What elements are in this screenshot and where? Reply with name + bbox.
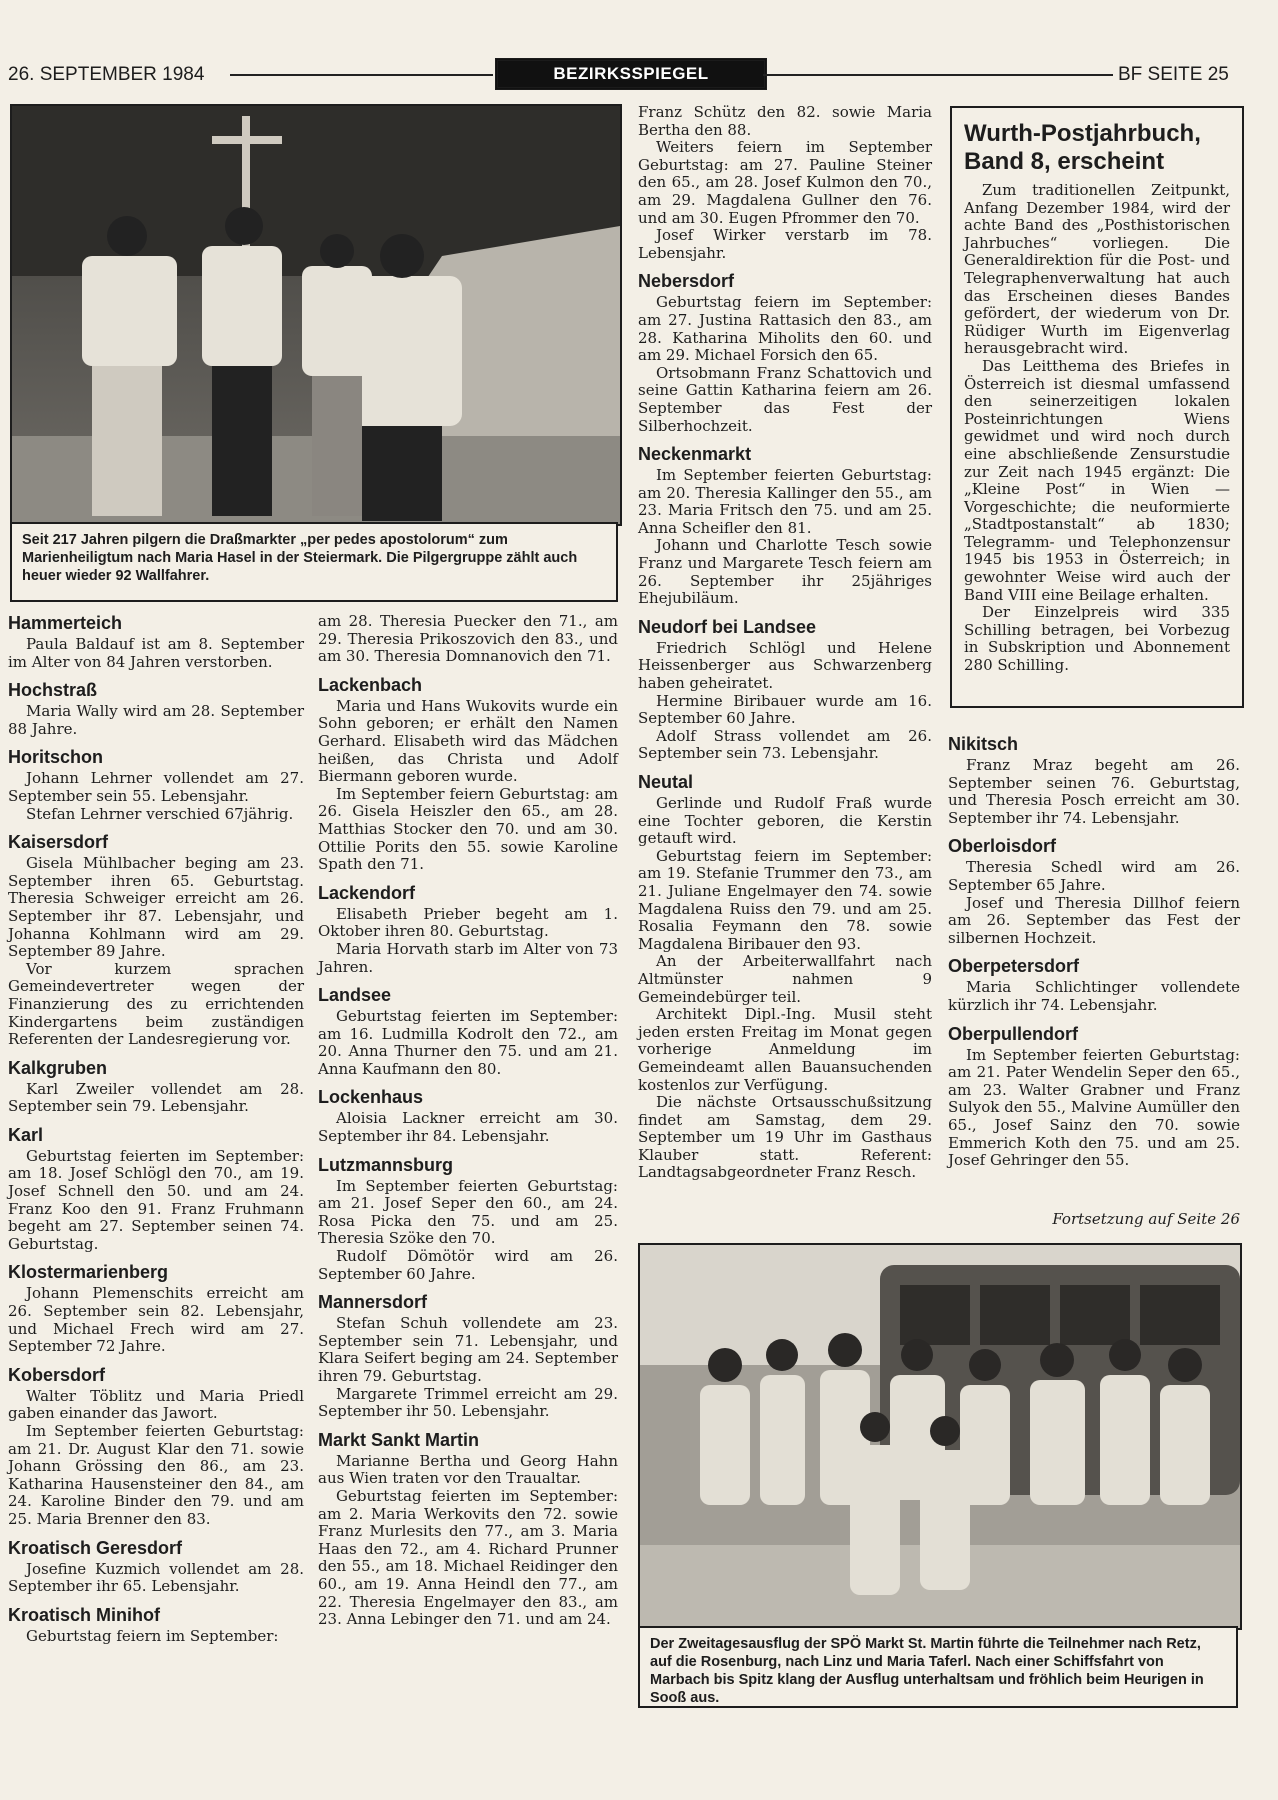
section-heading: Oberpetersdorf [948,956,1080,977]
section-heading: Klostermarienberg [8,1262,169,1283]
section-heading: Mannersdorf [318,1292,428,1313]
section-heading: Markt Sankt Martin [318,1429,480,1450]
section-paragraph: Maria und Hans Wukovits wurde ein Sohn geboren; er erhält den Namen Gerhard. Elisabeth wird das Mädchen heißen, das Christa und Adolf Biermann geboren wurde. [318,696,618,786]
section-paragraph: Maria Wally wird am 28. September 88 Jahre. [8,702,304,738]
section-paragraph: Architekt Dipl.-Ing. Musil steht jeden ersten Freitag im Monat gegen vorherige Anmeldung im Gemeindeamt allen Bauansuchenden kostenlos zur Verfügung. [638,1005,932,1094]
page-number: BF SEITE 25 [1118,64,1229,85]
section-paragraph: Stefan Schuh vollendete am 23. September sein 71. Lebensjahr, und Klara Seifert beging am 24. September ihren 79. Geburtstag. [318,1314,618,1385]
section-paragraph: Gerlinde und Rudolf Fraß wurde eine Tochter geboren, die Kerstin getauft wird. [638,794,932,848]
section-paragraph: Stefan Lehrner verschied 67jährig. [26,804,294,823]
section-paragraph: Gisela Mühlbacher beging am 23. September ihren 65. Geburtstag. Theresia Schweiger erreicht am 26. September ihr 87. Lebensjahr, und Johanna Kohlmann wird am 29. September 89 Jahre. [8,854,304,961]
section-paragraph: Maria Horvath starb im Alter von 73 Jahren. [318,939,618,976]
section-paragraph: Johann Plemenschits erreicht am 26. September sein 82. Lebensjahr, und Michael Frech wird am 27. September 72 Jahre. [8,1284,304,1356]
column-1 [8,613,304,1645]
section-heading: Landsee [318,985,392,1006]
section-paragraph: Geburtstag feierten im September: am 2. Maria Werkovits den 72. sowie Franz Murlesits den 77., am 3. Maria Haas den 72., am 4. Richard Prunner den 55., am 18. Michael Reidinger den 60., am 19. Anna Heindl den 77., am 22. Theresia Engelmayer den 83., am 23. Anna Lebinger den 71. und am 24. [318,1486,618,1629]
section-paragraph: Josef und Theresia Dillhof feiern am 26. September das Fest der silbernen Hochzeit. [948,893,1240,947]
continuation-note: Fortsetzung auf Seite 26 [1052,1210,1240,1228]
pilgrimage-photo-caption: Seit 217 Jahren pilgern die Draßmarkter „per pedes apostolorum“ zum Marienheiligtum nach Maria Hasel in der Steiermark. Die Pilgergruppe zählt auch heuer wieder 92 Wallfahrer. [10,522,618,602]
section-paragraph: Aloisia Lackner erreicht am 30. September ihr 84. Lebensjahr. [318,1109,618,1146]
section-heading: Lutzmannsburg [318,1154,453,1175]
section-paragraph: Josefine Kuzmich vollendet am 28. September ihr 65. Lebensjahr. [8,1559,304,1596]
section-heading: Hammerteich [8,613,123,633]
section-paragraph: Johann und Charlotte Tesch sowie Franz und Margarete Tesch feiern am 26. September ihr 25jähriges Ehejubiläum. [638,536,932,608]
section-paragraph: Elisabeth Prieber begeht am 1. Oktober ihren 80. Geburtstag. [318,904,618,941]
section-paragraph: Geburtstag feiern im September: [26,1626,279,1645]
section-paragraph: Im September feierten Geburtstag: am 21. Dr. August Klar den 71. sowie Johann Grössing den 86., am 23. Katharina Hausensteiner den 84., am 24. Karoline Binder den 79. und am 25. Maria Brenner den 83. [8,1422,304,1528]
postjahrbuch-para-2: Das Leitthema des Briefes in Österreich ist diesmal umfassend den seinerzeitigen lokalen Posteinrichtungen Wiens gewidmet und wird noch durch eine abschließende Zensurstudie zur Zeit nach 1945 ergänzt: Die „Kleine Post“ in Wien — Vorgeschichte; die neuformierte „Stadtpostanstalt“ ab 1830; Telegramm- und Telephonzensur 1945 bis 1953 in Österreich; in gewohnter Weise wird auch der Band VIII eine Beilage erhalten. [964,356,1230,604]
section-paragraph: Im September feierten Geburtstag: am 21. Josef Seper den 60., am 24. Rosa Picka den 75. und am 25. Theresia Szöke den 70. [318,1176,618,1248]
column-4 [948,734,1240,1170]
section-paragraph: Geburtstag feierten im September: am 16. Ludmilla Kodrolt den 72., am 20. Anna Thurner den 75. und am 21. Anna Kaufmann den 80. [318,1007,618,1078]
section-paragraph: Die nächste Ortsausschußsitzung findet am Samstag, dem 29. September um 19 Uhr im Gasthaus Klauber statt. Referent: Landtagsabgeordneter Franz Resch. [638,1093,932,1182]
section-heading: Kobersdorf [8,1364,106,1385]
section-paragraph: am 28. Theresia Puecker den 71., am 29. Theresia Prikoszovich den 83., und am 30. Theresia Domnanovich den 71. [318,612,618,666]
section-paragraph: Geburtstag feiern im September: am 19. Stefanie Trummer den 73., am 21. Juliane Engelmayer den 74. sowie Magdalena Ruiss den 79. und am 25. Rosalia Feymann den 78. sowie Magdalena Biribauer den 93. [638,846,932,953]
postjahrbuch-box [950,106,1244,708]
header-rule-right [763,74,1113,76]
section-paragraph: Johann Lehrner vollendet am 27. September sein 55. Lebensjahr. [8,769,304,805]
section-paragraph: Weiters feiern im September Geburtstag: am 27. Pauline Steiner den 65., am 28. Josef Kulmon den 70., am 29. Magdalena Gullner den 76. und am 30. Eugen Pfrommer den 70. [638,138,932,227]
section-paragraph: Maria Schlichtinger vollendete kürzlich ihr 74. Lebensjahr. [948,978,1240,1014]
column-2 [318,613,618,1629]
section-paragraph: Vor kurzem sprachen Gemeindevertreter wegen der Finanzierung des zu errichtenden Kindergartens beim zuständigen Referenten der Landesregierung vor. [8,959,304,1049]
section-heading: Hochstraß [8,680,98,701]
excursion-photo-caption: Der Zweitagesausflug der SPÖ Markt St. Martin führte die Teilnehmer nach Retz, auf die Rosenburg, nach Linz und Maria Taferl. Nach einer Schiffsfahrt von Marbach bis Spitz klang der Ausflug unterhaltsam und fröhlich beim Heurigen in Sooß aus. [638,1626,1238,1708]
issue-date: 26. SEPTEMBER 1984 [8,64,205,85]
excursion-photo-image [640,1245,1240,1628]
pilgrimage-photo-image [12,106,620,524]
section-paragraph: Geburtstag feierten im September: am 18. Josef Schlögl den 70., am 19. Josef Schnell den 50. und am 24. Franz Koo den 91. Franz Fruhmann begeht am 27. September seinen 74. Geburtstag. [8,1146,304,1253]
section-heading: Neckenmarkt [638,444,752,465]
section-paragraph: Rudolf Dömötör wird am 26. September 60 Jahre. [318,1247,618,1283]
section-heading: Nikitsch [948,734,1019,754]
section-heading: Karl [8,1124,44,1145]
section-heading: Kroatisch Geresdorf [8,1537,183,1558]
excursion-photo [638,1243,1242,1630]
pilgrimage-photo [10,104,622,526]
section-paragraph: Marianne Bertha und Georg Hahn aus Wien traten vor den Traualtar. [318,1451,618,1488]
section-paragraph: Im September feierten Geburtstag: am 21. Pater Wendelin Seper den 65., am 23. Walter Grabner und Franz Sulyok den 55., Malvine Aumüller den 65., Josef Sainz den 70. sowie Emmerich Koth den 75. und am 25. Josef Gehringer den 55. [948,1045,1240,1170]
section-paragraph: Theresia Schedl wird am 26. September 65 Jahre. [948,858,1240,894]
header-rule-left [230,74,493,76]
section-heading: Oberpullendorf [948,1023,1078,1044]
section-paragraph: An der Arbeiterwallfahrt nach Altmünster nahmen 9 Gemeindebürger teil. [638,952,932,1006]
section-heading: Kaisersdorf [8,832,109,853]
section-heading: Nebersdorf [638,271,735,292]
section-title: BEZIRKSSPIEGEL [495,58,767,90]
section-heading: Kroatisch Minihof [8,1604,160,1625]
column-3 [638,104,932,1182]
postjahrbuch-title: Wurth-Postjahrbuch, Band 8, erscheint [964,120,1201,175]
section-heading: Lackenbach [318,674,423,695]
section-paragraph: Im September feiern Geburtstag: am 26. Gisela Heiszler den 65., am 28. Matthias Stocker den 70. und am 30. Ottilie Porits den 55. sowie Karoline Spath den 71. [318,784,618,874]
section-heading: Horitschon [8,747,104,768]
section-heading: Lackendorf [318,882,416,903]
section-paragraph: Margarete Trimmel erreicht am 29. September ihr 50. Lebensjahr. [318,1384,618,1421]
section-paragraph: Karl Zweiler vollendet am 28. September sein 79. Lebensjahr. [8,1079,304,1116]
section-paragraph: Adolf Strass vollendet am 26. September sein 73. Lebensjahr. [638,726,932,763]
section-heading: Kalkgruben [8,1057,108,1078]
section-paragraph: Josef Wirker verstarb im 78. Lebensjahr. [638,226,932,262]
section-heading: Neudorf bei Landsee [638,616,817,637]
section-paragraph: Franz Schütz den 82. sowie Maria Bertha den 88. [638,103,932,139]
section-paragraph: Friedrich Schlögl und Helene Heissenberger aus Schwarzenberg haben geheiratet. [638,638,932,693]
section-heading: Oberloisdorf [948,836,1057,857]
section-heading: Lockenhaus [318,1087,424,1108]
section-paragraph: Franz Mraz begeht am 26. September seinen 76. Geburtstag, und Theresia Posch erreicht am 30. September ihr 74. Lebensjahr. [948,756,1240,827]
section-paragraph: Paula Baldauf ist am 8. September im Alter von 84 Jahren verstorben. [8,635,304,671]
section-paragraph: Geburtstag feiern im September: am 27. Justina Rattasich den 83., am 28. Katharina Miholits den 60. und am 29. Michael Forsich den 65. [638,293,932,365]
postjahrbuch-para-1: Zum traditionellen Zeitpunkt, Anfang Dezember 1984, wird der achte Band des „Posthistorischen Jahrbuches“ vorliegen. Die Generaldirektion für die Post- und Telegraphenverwaltung hat auch das Erscheinen dieses Bandes gefördert, der wiederum von Dr. Rüdiger Wurth im Eigenverlag herausgebracht wird. [964,181,1230,358]
section-paragraph: Ortsobmann Franz Schattovich und seine Gattin Katharina feiern am 26. September das Fest der Silberhochzeit. [638,363,932,435]
section-paragraph: Hermine Biribauer wurde am 16. September 60 Jahre. [638,691,932,728]
section-heading: Neutal [638,772,694,792]
postjahrbuch-para-3: Der Einzelpreis wird 335 Schilling betragen, bei Vorbezug in Subskription und Abonnement 280 Schilling. [964,603,1230,675]
section-paragraph: Walter Töblitz und Maria Priedl gaben einander das Jawort. [8,1386,304,1423]
section-paragraph: Im September feierten Geburtstag: am 20. Theresia Kallinger den 55., am 23. Maria Fritsch den 75. und am 25. Anna Scheifler den 81. [638,466,932,537]
